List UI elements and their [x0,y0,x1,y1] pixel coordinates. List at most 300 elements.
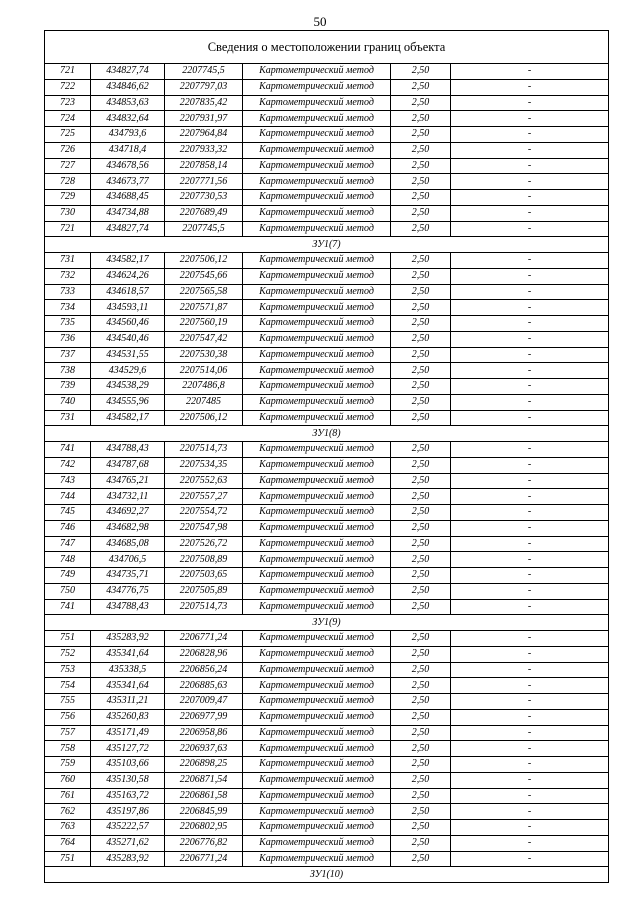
table-row [45,253,609,269]
precision-cell: 2,50 [391,64,451,80]
description-cell: - [451,410,609,426]
x-coordinate-cell: 435197,86 [91,804,165,820]
method-cell: Картометрический метод [243,489,391,505]
precision-cell: 2,50 [391,489,451,505]
point-number-cell: 727 [45,158,91,174]
table-row [45,583,609,599]
method-cell: Картометрический метод [243,631,391,647]
method-cell: Картометрический метод [243,536,391,552]
description-cell: - [451,79,609,95]
table-row [45,536,609,552]
page-number: 50 [313,14,327,29]
description-cell: - [451,363,609,379]
method-cell: Картометрический метод [243,835,391,851]
boundary-coordinates-table [44,30,609,883]
table-row [45,709,609,725]
precision-cell: 2,50 [391,568,451,584]
description-cell: - [451,772,609,788]
description-cell: - [451,442,609,458]
precision-cell: 2,50 [391,631,451,647]
table-row [45,410,609,426]
table-row [45,568,609,584]
point-number-cell: 749 [45,568,91,584]
table-row [45,158,609,174]
precision-cell: 2,50 [391,111,451,127]
method-cell: Картометрический метод [243,757,391,773]
table-row [45,268,609,284]
point-number-cell: 737 [45,347,91,363]
y-coordinate-cell: 2206856,24 [165,662,243,678]
precision-cell: 2,50 [391,820,451,836]
method-cell: Картометрический метод [243,331,391,347]
point-number-cell: 724 [45,111,91,127]
description-cell: - [451,64,609,80]
precision-cell: 2,50 [391,142,451,158]
x-coordinate-cell: 434827,74 [91,221,165,237]
x-coordinate-cell: 434827,74 [91,64,165,80]
x-coordinate-cell: 435283,92 [91,851,165,867]
x-coordinate-cell: 435222,57 [91,820,165,836]
table-row [45,300,609,316]
x-coordinate-cell: 435163,72 [91,788,165,804]
description-cell: - [451,505,609,521]
table-row [45,379,609,395]
y-coordinate-cell: 2207571,87 [165,300,243,316]
point-number-cell: 733 [45,284,91,300]
point-number-cell: 750 [45,583,91,599]
description-cell: - [451,158,609,174]
table-row [45,851,609,867]
x-coordinate-cell: 434685,08 [91,536,165,552]
description-cell: - [451,111,609,127]
point-number-cell: 740 [45,394,91,410]
precision-cell: 2,50 [391,394,451,410]
table-row [45,79,609,95]
x-coordinate-cell: 435103,66 [91,757,165,773]
y-coordinate-cell: 2207745,5 [165,221,243,237]
point-number-cell: 748 [45,552,91,568]
section-label: ЗУ1(8) [45,426,609,442]
table-row [45,95,609,111]
y-coordinate-cell: 2206937,63 [165,741,243,757]
section-label: ЗУ1(9) [45,615,609,631]
precision-cell: 2,50 [391,505,451,521]
table-title: Сведения о местоположении границ объекта [45,31,609,64]
table-row [45,646,609,662]
y-coordinate-cell: 2206828,96 [165,646,243,662]
description-cell: - [451,520,609,536]
method-cell: Картометрический метод [243,300,391,316]
precision-cell: 2,50 [391,363,451,379]
y-coordinate-cell: 2206771,24 [165,851,243,867]
y-coordinate-cell: 2206977,99 [165,709,243,725]
x-coordinate-cell: 434832,64 [91,111,165,127]
method-cell: Картометрический метод [243,142,391,158]
x-coordinate-cell: 434793,6 [91,127,165,143]
point-number-cell: 763 [45,820,91,836]
description-cell: - [451,757,609,773]
table-row [45,804,609,820]
table-row [45,835,609,851]
table-row [45,678,609,694]
precision-cell: 2,50 [391,694,451,710]
method-cell: Картометрический метод [243,709,391,725]
description-cell: - [451,95,609,111]
precision-cell: 2,50 [391,268,451,284]
y-coordinate-cell: 2206958,86 [165,725,243,741]
precision-cell: 2,50 [391,457,451,473]
method-cell: Картометрический метод [243,95,391,111]
x-coordinate-cell: 434555,96 [91,394,165,410]
method-cell: Картометрический метод [243,174,391,190]
precision-cell: 2,50 [391,741,451,757]
x-coordinate-cell: 434846,62 [91,79,165,95]
method-cell: Картометрический метод [243,552,391,568]
method-cell: Картометрический метод [243,127,391,143]
method-cell: Картометрический метод [243,111,391,127]
precision-cell: 2,50 [391,788,451,804]
precision-cell: 2,50 [391,599,451,615]
point-number-cell: 722 [45,79,91,95]
y-coordinate-cell: 2207486,8 [165,379,243,395]
x-coordinate-cell: 434788,43 [91,442,165,458]
precision-cell: 2,50 [391,583,451,599]
table-row [45,190,609,206]
description-cell: - [451,820,609,836]
x-coordinate-cell: 434531,55 [91,347,165,363]
description-cell: - [451,205,609,221]
point-number-cell: 758 [45,741,91,757]
description-cell: - [451,457,609,473]
y-coordinate-cell: 2207506,12 [165,253,243,269]
point-number-cell: 743 [45,473,91,489]
y-coordinate-cell: 2207797,03 [165,79,243,95]
y-coordinate-cell: 2206845,99 [165,804,243,820]
precision-cell: 2,50 [391,158,451,174]
point-number-cell: 761 [45,788,91,804]
precision-cell: 2,50 [391,284,451,300]
y-coordinate-cell: 2207505,89 [165,583,243,599]
precision-cell: 2,50 [391,174,451,190]
method-cell: Картометрический метод [243,583,391,599]
y-coordinate-cell: 2207503,65 [165,568,243,584]
table-row [45,442,609,458]
y-coordinate-cell: 2207933,32 [165,142,243,158]
x-coordinate-cell: 434706,5 [91,552,165,568]
x-coordinate-cell: 434787,68 [91,457,165,473]
precision-cell: 2,50 [391,646,451,662]
point-number-cell: 760 [45,772,91,788]
y-coordinate-cell: 2207514,73 [165,442,243,458]
point-number-cell: 726 [45,142,91,158]
point-number-cell: 759 [45,757,91,773]
table-row [45,820,609,836]
method-cell: Картометрический метод [243,851,391,867]
description-cell: - [451,646,609,662]
method-cell: Картометрический метод [243,568,391,584]
y-coordinate-cell: 2206776,82 [165,835,243,851]
precision-cell: 2,50 [391,442,451,458]
point-number-cell: 738 [45,363,91,379]
point-number-cell: 728 [45,174,91,190]
x-coordinate-cell: 435283,92 [91,631,165,647]
point-number-cell: 741 [45,442,91,458]
section-header-row [45,237,609,253]
y-coordinate-cell: 2207730,53 [165,190,243,206]
x-coordinate-cell: 434776,75 [91,583,165,599]
description-cell: - [451,835,609,851]
y-coordinate-cell: 2207745,5 [165,64,243,80]
point-number-cell: 746 [45,520,91,536]
precision-cell: 2,50 [391,709,451,725]
point-number-cell: 725 [45,127,91,143]
method-cell: Картометрический метод [243,347,391,363]
table-row [45,772,609,788]
precision-cell: 2,50 [391,473,451,489]
method-cell: Картометрический метод [243,79,391,95]
method-cell: Картометрический метод [243,820,391,836]
x-coordinate-cell: 434538,29 [91,379,165,395]
x-coordinate-cell: 434734,88 [91,205,165,221]
description-cell: - [451,190,609,206]
x-coordinate-cell: 434788,43 [91,599,165,615]
precision-cell: 2,50 [391,772,451,788]
y-coordinate-cell: 2207547,98 [165,520,243,536]
precision-cell: 2,50 [391,851,451,867]
point-number-cell: 729 [45,190,91,206]
precision-cell: 2,50 [391,410,451,426]
x-coordinate-cell: 434593,11 [91,300,165,316]
description-cell: - [451,788,609,804]
point-number-cell: 731 [45,410,91,426]
table-row [45,520,609,536]
table-row [45,127,609,143]
table-row [45,64,609,80]
y-coordinate-cell: 2206898,25 [165,757,243,773]
table-row [45,505,609,521]
point-number-cell: 732 [45,268,91,284]
x-coordinate-cell: 434688,45 [91,190,165,206]
description-cell: - [451,631,609,647]
description-cell: - [451,583,609,599]
method-cell: Картометрический метод [243,410,391,426]
precision-cell: 2,50 [391,190,451,206]
table-row [45,473,609,489]
table-row [45,221,609,237]
table-row [45,631,609,647]
precision-cell: 2,50 [391,552,451,568]
description-cell: - [451,662,609,678]
point-number-cell: 734 [45,300,91,316]
point-number-cell: 736 [45,331,91,347]
table-row [45,394,609,410]
description-cell: - [451,709,609,725]
method-cell: Картометрический метод [243,284,391,300]
description-cell: - [451,552,609,568]
table-title-row [45,31,609,64]
x-coordinate-cell: 434582,17 [91,253,165,269]
precision-cell: 2,50 [391,79,451,95]
point-number-cell: 757 [45,725,91,741]
point-number-cell: 751 [45,631,91,647]
method-cell: Картометрический метод [243,379,391,395]
y-coordinate-cell: 2207565,58 [165,284,243,300]
table-row [45,331,609,347]
precision-cell: 2,50 [391,127,451,143]
description-cell: - [451,253,609,269]
y-coordinate-cell: 2207545,66 [165,268,243,284]
precision-cell: 2,50 [391,95,451,111]
x-coordinate-cell: 435171,49 [91,725,165,741]
point-number-cell: 744 [45,489,91,505]
description-cell: - [451,599,609,615]
point-number-cell: 751 [45,851,91,867]
point-number-cell: 762 [45,804,91,820]
description-cell: - [451,284,609,300]
method-cell: Картометрический метод [243,316,391,332]
description-cell: - [451,678,609,694]
point-number-cell: 753 [45,662,91,678]
y-coordinate-cell: 2207508,89 [165,552,243,568]
description-cell: - [451,221,609,237]
method-cell: Картометрический метод [243,772,391,788]
x-coordinate-cell: 435130,58 [91,772,165,788]
precision-cell: 2,50 [391,804,451,820]
y-coordinate-cell: 2207534,35 [165,457,243,473]
description-cell: - [451,316,609,332]
point-number-cell: 731 [45,253,91,269]
y-coordinate-cell: 2207858,14 [165,158,243,174]
method-cell: Картометрический метод [243,205,391,221]
precision-cell: 2,50 [391,835,451,851]
x-coordinate-cell: 434540,46 [91,331,165,347]
method-cell: Картометрический метод [243,190,391,206]
x-coordinate-cell: 435338,5 [91,662,165,678]
precision-cell: 2,50 [391,347,451,363]
y-coordinate-cell: 2207560,19 [165,316,243,332]
precision-cell: 2,50 [391,536,451,552]
point-number-cell: 752 [45,646,91,662]
x-coordinate-cell: 434765,21 [91,473,165,489]
x-coordinate-cell: 435260,83 [91,709,165,725]
section-header-row [45,867,609,883]
method-cell: Картометрический метод [243,520,391,536]
point-number-cell: 764 [45,835,91,851]
precision-cell: 2,50 [391,300,451,316]
table-row [45,347,609,363]
description-cell: - [451,394,609,410]
point-number-cell: 730 [45,205,91,221]
x-coordinate-cell: 434718,4 [91,142,165,158]
x-coordinate-cell: 434732,11 [91,489,165,505]
precision-cell: 2,50 [391,205,451,221]
x-coordinate-cell: 434678,56 [91,158,165,174]
x-coordinate-cell: 435341,64 [91,678,165,694]
section-label: ЗУ1(7) [45,237,609,253]
y-coordinate-cell: 2207547,42 [165,331,243,347]
y-coordinate-cell: 2207554,72 [165,505,243,521]
x-coordinate-cell: 434692,27 [91,505,165,521]
method-cell: Картометрический метод [243,473,391,489]
x-coordinate-cell: 435271,62 [91,835,165,851]
method-cell: Картометрический метод [243,662,391,678]
x-coordinate-cell: 434682,98 [91,520,165,536]
y-coordinate-cell: 2207552,63 [165,473,243,489]
point-number-cell: 723 [45,95,91,111]
precision-cell: 2,50 [391,520,451,536]
table-row [45,599,609,615]
method-cell: Картометрический метод [243,599,391,615]
description-cell: - [451,174,609,190]
point-number-cell: 739 [45,379,91,395]
x-coordinate-cell: 434582,17 [91,410,165,426]
y-coordinate-cell: 2207514,73 [165,599,243,615]
x-coordinate-cell: 435127,72 [91,741,165,757]
description-cell: - [451,804,609,820]
table-row [45,363,609,379]
method-cell: Картометрический метод [243,221,391,237]
table-row [45,788,609,804]
table-row [45,142,609,158]
x-coordinate-cell: 434624,26 [91,268,165,284]
x-coordinate-cell: 434529,6 [91,363,165,379]
x-coordinate-cell: 435341,64 [91,646,165,662]
table-row [45,741,609,757]
precision-cell: 2,50 [391,678,451,694]
y-coordinate-cell: 2206771,24 [165,631,243,647]
method-cell: Картометрический метод [243,457,391,473]
description-cell: - [451,473,609,489]
precision-cell: 2,50 [391,757,451,773]
x-coordinate-cell: 434735,71 [91,568,165,584]
x-coordinate-cell: 434560,46 [91,316,165,332]
point-number-cell: 754 [45,678,91,694]
method-cell: Картометрический метод [243,646,391,662]
method-cell: Картометрический метод [243,363,391,379]
x-coordinate-cell: 434673,77 [91,174,165,190]
x-coordinate-cell: 434618,57 [91,284,165,300]
y-coordinate-cell: 2207514,06 [165,363,243,379]
method-cell: Картометрический метод [243,694,391,710]
method-cell: Картометрический метод [243,788,391,804]
description-cell: - [451,331,609,347]
table-row [45,205,609,221]
method-cell: Картометрический метод [243,804,391,820]
y-coordinate-cell: 2207506,12 [165,410,243,426]
method-cell: Картометрический метод [243,64,391,80]
table-row [45,174,609,190]
table-row [45,662,609,678]
point-number-cell: 742 [45,457,91,473]
method-cell: Картометрический метод [243,725,391,741]
point-number-cell: 721 [45,64,91,80]
y-coordinate-cell: 2207485 [165,394,243,410]
table-row [45,552,609,568]
table-row [45,316,609,332]
description-cell: - [451,851,609,867]
precision-cell: 2,50 [391,253,451,269]
y-coordinate-cell: 2207931,97 [165,111,243,127]
table-row [45,725,609,741]
description-cell: - [451,142,609,158]
point-number-cell: 721 [45,221,91,237]
table-row [45,757,609,773]
y-coordinate-cell: 2206802,95 [165,820,243,836]
point-number-cell: 747 [45,536,91,552]
method-cell: Картометрический метод [243,253,391,269]
table-row [45,457,609,473]
precision-cell: 2,50 [391,725,451,741]
